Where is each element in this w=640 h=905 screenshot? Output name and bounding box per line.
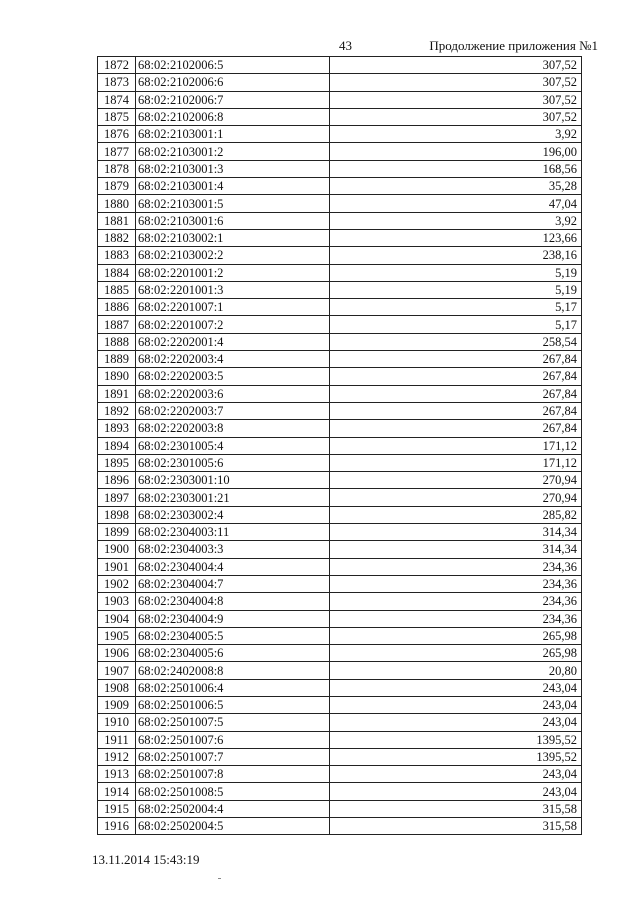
cadastral-number-cell: 68:02:2202003:7	[136, 402, 330, 419]
value-cell: 5,19	[330, 281, 582, 298]
cadastral-number-cell: 68:02:2102006:6	[136, 74, 330, 91]
cadastral-number-cell: 68:02:2304004:4	[136, 558, 330, 575]
table-row	[98, 143, 582, 160]
cadastral-number-cell: 68:02:2103001:4	[136, 178, 330, 195]
print-timestamp: 13.11.2014 15:43:19	[92, 852, 200, 867]
cadastral-number-cell: 68:02:2201001:2	[136, 264, 330, 281]
row-number-cell: 1908	[98, 679, 136, 696]
row-number-cell: 1895	[98, 454, 136, 471]
cadastral-number-cell: 68:02:2201007:2	[136, 316, 330, 333]
value-cell: 265,98	[330, 645, 582, 662]
table-row	[98, 454, 582, 471]
value-cell: 243,04	[330, 714, 582, 731]
table-row	[98, 212, 582, 229]
row-number-cell: 1891	[98, 385, 136, 402]
row-number-cell: 1876	[98, 126, 136, 143]
table-row	[98, 229, 582, 246]
row-number-cell: 1888	[98, 333, 136, 350]
row-number-cell: 1883	[98, 247, 136, 264]
row-number-cell: 1903	[98, 593, 136, 610]
row-number-cell: 1893	[98, 420, 136, 437]
table-row	[98, 558, 582, 575]
value-cell: 243,04	[330, 696, 582, 713]
row-number-cell: 1909	[98, 696, 136, 713]
cadastral-number-cell: 68:02:2102006:5	[136, 57, 330, 74]
cadastral-number-cell: 68:02:2304005:6	[136, 645, 330, 662]
cadastral-number-cell: 68:02:2202003:6	[136, 385, 330, 402]
cadastral-number-cell: 68:02:2304004:7	[136, 575, 330, 592]
row-number-cell: 1889	[98, 351, 136, 368]
table-row	[98, 541, 582, 558]
cadastral-number-cell: 68:02:2103001:3	[136, 160, 330, 177]
table-body	[98, 57, 582, 835]
row-number-cell: 1916	[98, 818, 136, 835]
value-cell: 3,92	[330, 212, 582, 229]
row-number-cell: 1898	[98, 506, 136, 523]
value-cell: 171,12	[330, 454, 582, 471]
table-row	[98, 800, 582, 817]
cadastral-number-cell: 68:02:2202003:8	[136, 420, 330, 437]
row-number-cell: 1877	[98, 143, 136, 160]
cadastral-number-cell: 68:02:2501008:5	[136, 783, 330, 800]
value-cell: 270,94	[330, 472, 582, 489]
cadastral-number-cell: 68:02:2501006:5	[136, 696, 330, 713]
row-number-cell: 1875	[98, 108, 136, 125]
value-cell: 3,92	[330, 126, 582, 143]
row-number-cell: 1894	[98, 437, 136, 454]
cadastral-number-cell: 68:02:2304005:5	[136, 627, 330, 644]
table-row	[98, 385, 582, 402]
scan-speck	[218, 878, 221, 879]
value-cell: 267,84	[330, 368, 582, 385]
cadastral-number-cell: 68:02:2103001:5	[136, 195, 330, 212]
cadastral-number-cell: 68:02:2501007:5	[136, 714, 330, 731]
table-row	[98, 748, 582, 765]
table-row	[98, 247, 582, 264]
row-number-cell: 1915	[98, 800, 136, 817]
value-cell: 123,66	[330, 229, 582, 246]
table-row	[98, 472, 582, 489]
table-row	[98, 593, 582, 610]
value-cell: 168,56	[330, 160, 582, 177]
cadastral-number-cell: 68:02:2304004:9	[136, 610, 330, 627]
value-cell: 314,34	[330, 541, 582, 558]
row-number-cell: 1872	[98, 57, 136, 74]
row-number-cell: 1880	[98, 195, 136, 212]
row-number-cell: 1900	[98, 541, 136, 558]
value-cell: 234,36	[330, 558, 582, 575]
table-row	[98, 766, 582, 783]
table-row	[98, 420, 582, 437]
table-row	[98, 333, 582, 350]
value-cell: 171,12	[330, 437, 582, 454]
cadastral-number-cell: 68:02:2501007:7	[136, 748, 330, 765]
cadastral-number-cell: 68:02:2102006:8	[136, 108, 330, 125]
table-row	[98, 575, 582, 592]
row-number-cell: 1913	[98, 766, 136, 783]
value-cell: 258,54	[330, 333, 582, 350]
row-number-cell: 1902	[98, 575, 136, 592]
cadastral-number-cell: 68:02:2103001:2	[136, 143, 330, 160]
value-cell: 5,19	[330, 264, 582, 281]
table-row	[98, 160, 582, 177]
table-row	[98, 91, 582, 108]
continuation-note: Продолжение приложения №1	[429, 38, 598, 53]
value-cell: 47,04	[330, 195, 582, 212]
row-number-cell: 1881	[98, 212, 136, 229]
value-cell: 307,52	[330, 57, 582, 74]
row-number-cell: 1914	[98, 783, 136, 800]
value-cell: 307,52	[330, 74, 582, 91]
cadastral-number-cell: 68:02:2501007:8	[136, 766, 330, 783]
row-number-cell: 1901	[98, 558, 136, 575]
row-number-cell: 1905	[98, 627, 136, 644]
value-cell: 234,36	[330, 575, 582, 592]
cadastral-number-cell: 68:02:2304003:11	[136, 524, 330, 541]
cadastral-number-cell: 68:02:2303001:10	[136, 472, 330, 489]
table-row	[98, 178, 582, 195]
row-number-cell: 1873	[98, 74, 136, 91]
value-cell: 243,04	[330, 783, 582, 800]
table-row	[98, 662, 582, 679]
value-cell: 267,84	[330, 351, 582, 368]
row-number-cell: 1887	[98, 316, 136, 333]
value-cell: 315,58	[330, 818, 582, 835]
cadastral-number-cell: 68:02:2103001:6	[136, 212, 330, 229]
cadastral-number-cell: 68:02:2304003:3	[136, 541, 330, 558]
value-cell: 5,17	[330, 299, 582, 316]
data-table-container	[97, 56, 582, 835]
value-cell: 267,84	[330, 420, 582, 437]
value-cell: 234,36	[330, 610, 582, 627]
value-cell: 315,58	[330, 800, 582, 817]
table-row	[98, 783, 582, 800]
cadastral-number-cell: 68:02:2201007:1	[136, 299, 330, 316]
value-cell: 267,84	[330, 385, 582, 402]
cadastral-number-cell: 68:02:2202003:4	[136, 351, 330, 368]
table-row	[98, 299, 582, 316]
row-number-cell: 1886	[98, 299, 136, 316]
table-row	[98, 108, 582, 125]
row-number-cell: 1879	[98, 178, 136, 195]
cadastral-number-cell: 68:02:2502004:4	[136, 800, 330, 817]
table-row	[98, 368, 582, 385]
row-number-cell: 1897	[98, 489, 136, 506]
table-row	[98, 818, 582, 835]
table-row	[98, 696, 582, 713]
row-number-cell: 1899	[98, 524, 136, 541]
row-number-cell: 1890	[98, 368, 136, 385]
table-row	[98, 714, 582, 731]
cadastral-number-cell: 68:02:2301005:4	[136, 437, 330, 454]
table-row	[98, 402, 582, 419]
cadastral-number-cell: 68:02:2103002:1	[136, 229, 330, 246]
value-cell: 196,00	[330, 143, 582, 160]
row-number-cell: 1896	[98, 472, 136, 489]
table-row	[98, 437, 582, 454]
row-number-cell: 1910	[98, 714, 136, 731]
table-row	[98, 126, 582, 143]
table-row	[98, 316, 582, 333]
table-row	[98, 645, 582, 662]
table-row	[98, 506, 582, 523]
value-cell: 5,17	[330, 316, 582, 333]
value-cell: 35,28	[330, 178, 582, 195]
row-number-cell: 1878	[98, 160, 136, 177]
cadastral-number-cell: 68:02:2102006:7	[136, 91, 330, 108]
value-cell: 307,52	[330, 108, 582, 125]
value-cell: 243,04	[330, 679, 582, 696]
cadastral-number-cell: 68:02:2303002:4	[136, 506, 330, 523]
table-row	[98, 195, 582, 212]
cadastral-number-cell: 68:02:2103001:1	[136, 126, 330, 143]
table-row	[98, 281, 582, 298]
table-row	[98, 57, 582, 74]
value-cell: 1395,52	[330, 731, 582, 748]
table-row	[98, 679, 582, 696]
value-cell: 267,84	[330, 402, 582, 419]
cadastral-number-cell: 68:02:2501006:4	[136, 679, 330, 696]
value-cell: 243,04	[330, 766, 582, 783]
table-row	[98, 627, 582, 644]
table-row	[98, 524, 582, 541]
cadastral-number-cell: 68:02:2502004:5	[136, 818, 330, 835]
table-row	[98, 489, 582, 506]
data-table	[97, 56, 582, 835]
cadastral-number-cell: 68:02:2501007:6	[136, 731, 330, 748]
cadastral-number-cell: 68:02:2201001:3	[136, 281, 330, 298]
row-number-cell: 1885	[98, 281, 136, 298]
value-cell: 270,94	[330, 489, 582, 506]
row-number-cell: 1882	[98, 229, 136, 246]
row-number-cell: 1884	[98, 264, 136, 281]
cadastral-number-cell: 68:02:2402008:8	[136, 662, 330, 679]
row-number-cell: 1906	[98, 645, 136, 662]
cadastral-number-cell: 68:02:2301005:6	[136, 454, 330, 471]
value-cell: 265,98	[330, 627, 582, 644]
cadastral-number-cell: 68:02:2303001:21	[136, 489, 330, 506]
table-row	[98, 731, 582, 748]
row-number-cell: 1892	[98, 402, 136, 419]
value-cell: 20,80	[330, 662, 582, 679]
value-cell: 314,34	[330, 524, 582, 541]
value-cell: 1395,52	[330, 748, 582, 765]
value-cell: 238,16	[330, 247, 582, 264]
value-cell: 234,36	[330, 593, 582, 610]
cadastral-number-cell: 68:02:2202003:5	[136, 368, 330, 385]
table-row	[98, 74, 582, 91]
cadastral-number-cell: 68:02:2202001:4	[136, 333, 330, 350]
row-number-cell: 1911	[98, 731, 136, 748]
value-cell: 285,82	[330, 506, 582, 523]
row-number-cell: 1874	[98, 91, 136, 108]
value-cell: 307,52	[330, 91, 582, 108]
table-row	[98, 610, 582, 627]
table-row	[98, 264, 582, 281]
table-row	[98, 351, 582, 368]
cadastral-number-cell: 68:02:2103002:2	[136, 247, 330, 264]
cadastral-number-cell: 68:02:2304004:8	[136, 593, 330, 610]
row-number-cell: 1907	[98, 662, 136, 679]
row-number-cell: 1904	[98, 610, 136, 627]
row-number-cell: 1912	[98, 748, 136, 765]
page-number: 43	[339, 38, 352, 53]
